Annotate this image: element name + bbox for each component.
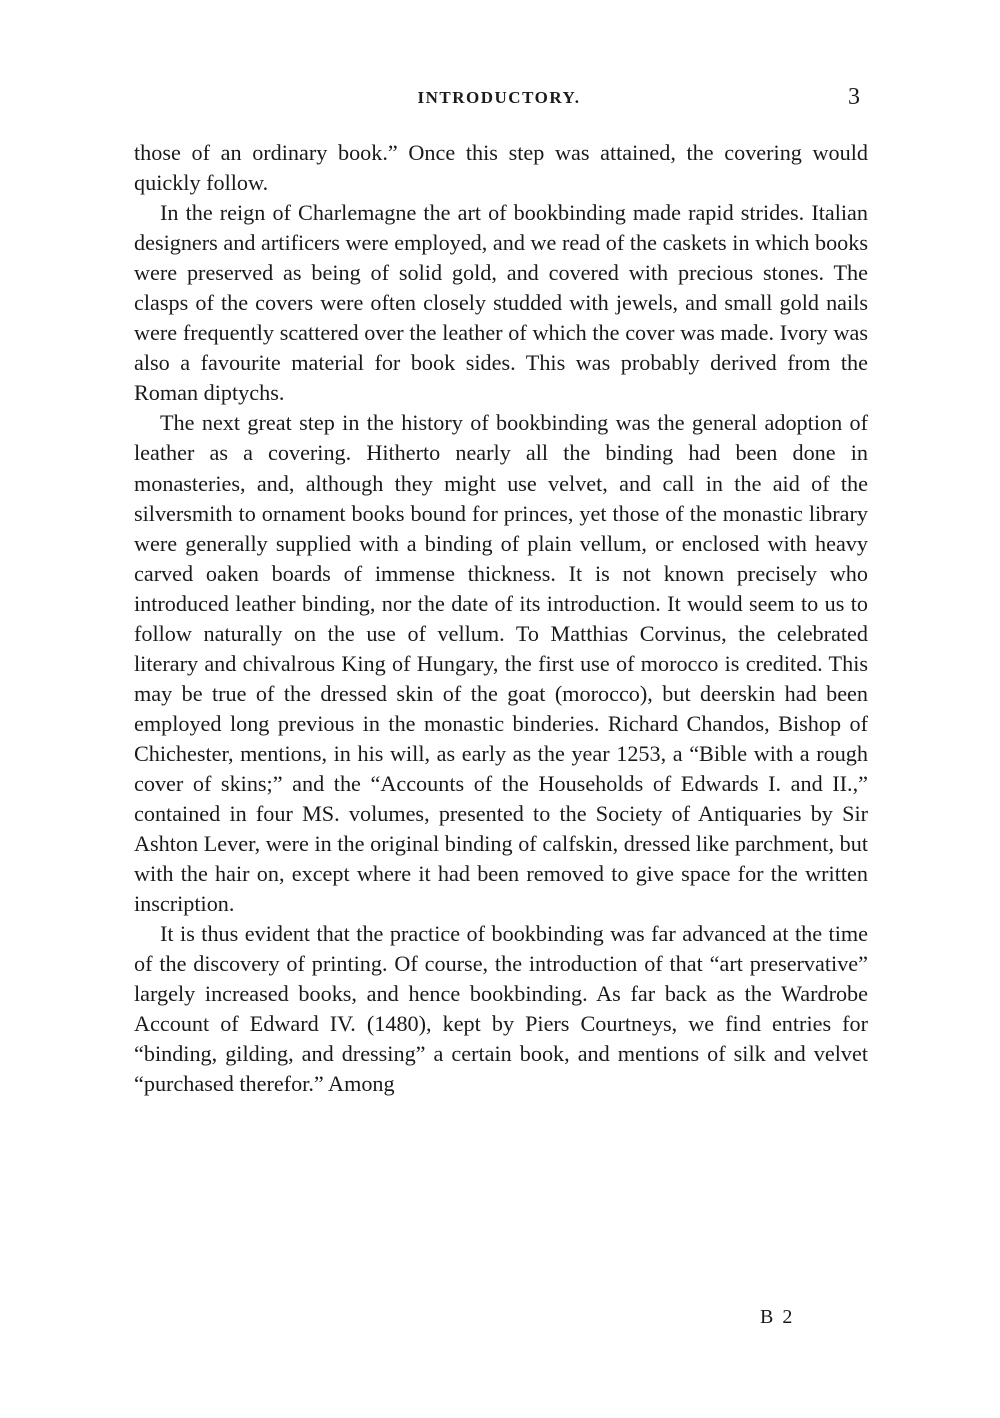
body-text xyxy=(134,138,868,1100)
signature-mark: B 2 xyxy=(760,1306,795,1328)
paragraph-printing: It is thus evident that the practice of bookbinding was far advanced at the time of the discovery of printing. Of course, the introduction of that “art preservative” largely increased books, and hence bookbinding. As far back as the Wardrobe Account of Edward IV. (1480), kept by Piers Courtneys, we find entries for “binding, gilding, and dressing” a certain book, and mentions of silk and velvet “purchased therefor.” Among xyxy=(134,921,868,1097)
paragraph-charlemagne: In the reign of Charlemagne the art of bookbinding made rapid strides. Italian designers and artificers were employed, and we read of the caskets in which books were preserved as being of solid gold, and covered with precious stones. The clasps of the covers were often closely studded with jewels, and small gold nails were frequently scattered over the leather of which the cover was made. Ivory was also a favourite material for book sides. This was probably derived from the Roman diptychs. xyxy=(134,200,868,406)
paragraph-continuation: those of an ordinary book.” Once this step was attained, the covering would quickly follow. xyxy=(134,140,868,196)
page-number: 3 xyxy=(848,84,860,110)
running-title: INTRODUCTORY. xyxy=(417,88,581,107)
running-head xyxy=(134,84,864,118)
paragraph-leather: The next great step in the history of bookbinding was the general adoption of leather as a covering. Hitherto nearly all the binding had been done in monasteries, and, although they might use velvet, and call in the aid of the silversmith to ornament books bound for princes, yet those of the monastic library were generally supplied with a binding of plain vellum, or enclosed with heavy carved oaken boards of immense thickness. It is not known precisely who introduced leather binding, nor the date of its introduction. It would seem to us to follow naturally on the use of vellum. To Matthias Corvinus, the celebrated literary and chivalrous King of Hungary, the first use of morocco is credited. This may be true of the dressed skin of the goat (morocco), but deerskin had been employed long previous in the monastic binderies. Richard Chandos, Bishop of Chichester, mentions, in his will, as early as the year 1253, a “Bible with a rough cover of skins;” and the “Accounts of the Households of Edwards I. and II.,” contained in four MS. volumes, presented to the Society of Antiquaries by Sir Ashton Lever, were in the original binding of calfskin, dressed like parchment, but with the hair on, except where it had been removed to give space for the written inscription. xyxy=(134,410,868,917)
